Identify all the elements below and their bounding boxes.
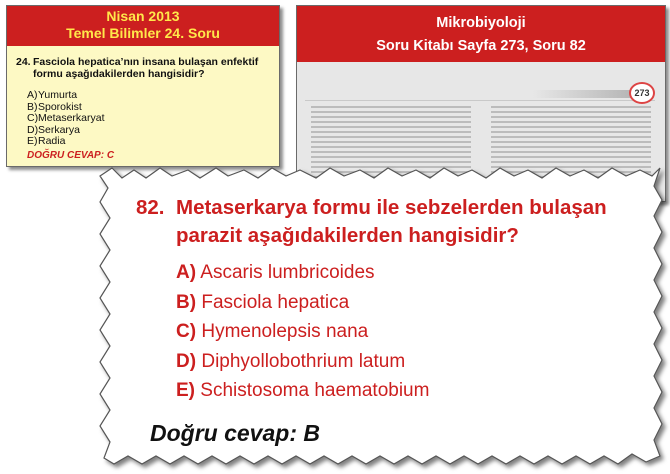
- book-question-text: Metaserkarya formu ile sebzelerden bulaşan parazit aşağıdakilerden hangisidir?: [176, 196, 607, 247]
- book-question-number: 82.: [136, 196, 165, 219]
- exam-option-e: E)Radia: [27, 135, 66, 147]
- book-option-e: E) Schistosoma haematobium: [176, 380, 430, 401]
- book-option-a: A) Ascaris lumbricoides: [176, 262, 375, 283]
- book-correct-answer: Doğru cevap: B: [150, 420, 320, 446]
- book-options: [176, 258, 429, 406]
- exam-question-number: 24.: [16, 56, 31, 68]
- book-page-number: 273: [629, 82, 655, 104]
- book-option-c: C) Hymenolepsis nana: [176, 321, 369, 342]
- exam-option-b: B)Sporokist: [27, 100, 82, 113]
- exam-option-a: A)Yumurta: [27, 89, 78, 101]
- exam-subtitle: Temel Bilimler 24. Soru: [66, 25, 220, 41]
- book-option-d: D) Diphyollobothrium latum: [176, 350, 406, 372]
- exam-option-c: C)Metaserkaryat: [27, 112, 105, 124]
- exam-title: Nisan 2013: [106, 8, 180, 24]
- book-question: [136, 194, 646, 250]
- exam-question-text: Fasciola hepatica’nın insana bulaşan enfektif formu aşağıdakilerden hangisidir?: [33, 56, 259, 80]
- book-page-reference: Soru Kitabı Sayfa 273, Soru 82: [376, 38, 586, 54]
- book-option-b: B) Fasciola hepatica: [176, 291, 350, 313]
- exam-option-d: D)Serkarya: [27, 123, 81, 136]
- exam-correct-answer: DOĞRU CEVAP: C: [27, 150, 115, 161]
- book-subject-title: Mikrobiyoloji: [436, 15, 526, 31]
